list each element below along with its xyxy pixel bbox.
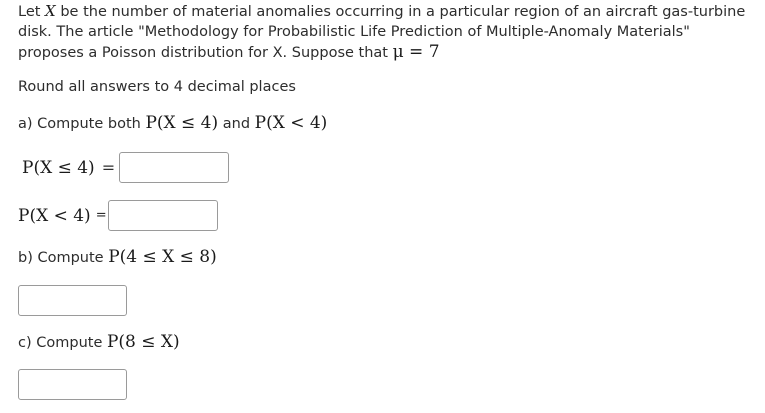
equals-sign: = — [95, 208, 107, 223]
part-b-expression: P(4 ≤ X ≤ 8) — [108, 247, 217, 267]
statement-text: be the number of material anomalies occurring in a particular region of an aircraft gas-turbine — [55, 4, 746, 20]
statement-line-2: disk. The article "Methodology for Probabilistic Life Prediction of Multiple-Anomaly Materials" — [18, 24, 690, 40]
answer-1-label: P(X ≤ 4) — [22, 157, 95, 178]
answer-2-label: P(X < 4) — [18, 205, 91, 226]
part-a-expression-2: P(X < 4) — [254, 113, 328, 133]
part-a-answer-1-row — [22, 152, 229, 183]
answer-2-input[interactable] — [108, 200, 218, 231]
statement-line-3 — [18, 42, 748, 63]
problem-statement — [18, 0, 748, 63]
equals-sign: = — [101, 158, 116, 177]
part-b-prompt — [18, 247, 217, 267]
question-container — [18, 0, 748, 352]
variable-x: X — [45, 2, 56, 20]
part-c-expression: P(8 ≤ X) — [106, 332, 180, 352]
part-b-answer-row — [18, 285, 127, 316]
answer-1-input[interactable] — [119, 152, 229, 183]
part-c-prompt — [18, 332, 180, 352]
part-a-prefix: a) Compute both — [18, 116, 146, 132]
part-b-prefix: b) Compute — [18, 250, 109, 266]
part-a-prompt — [18, 113, 327, 133]
statement-line-1 — [18, 1, 748, 22]
statement-text: Let — [18, 4, 46, 20]
mu-value: μ = 7 — [392, 42, 440, 62]
part-b-answer-input[interactable] — [18, 285, 127, 316]
part-c-answer-input[interactable] — [18, 369, 127, 400]
part-a-joiner: and — [218, 116, 255, 132]
rounding-instruction: Round all answers to 4 decimal places — [18, 79, 296, 95]
part-c-prefix: c) Compute — [18, 335, 107, 351]
part-c-answer-row — [18, 369, 127, 400]
statement-text: proposes a Poisson distribution for X. Suppose that — [18, 45, 393, 61]
part-a-answer-2-row — [18, 200, 218, 231]
part-a-expression-1: P(X ≤ 4) — [145, 113, 219, 133]
